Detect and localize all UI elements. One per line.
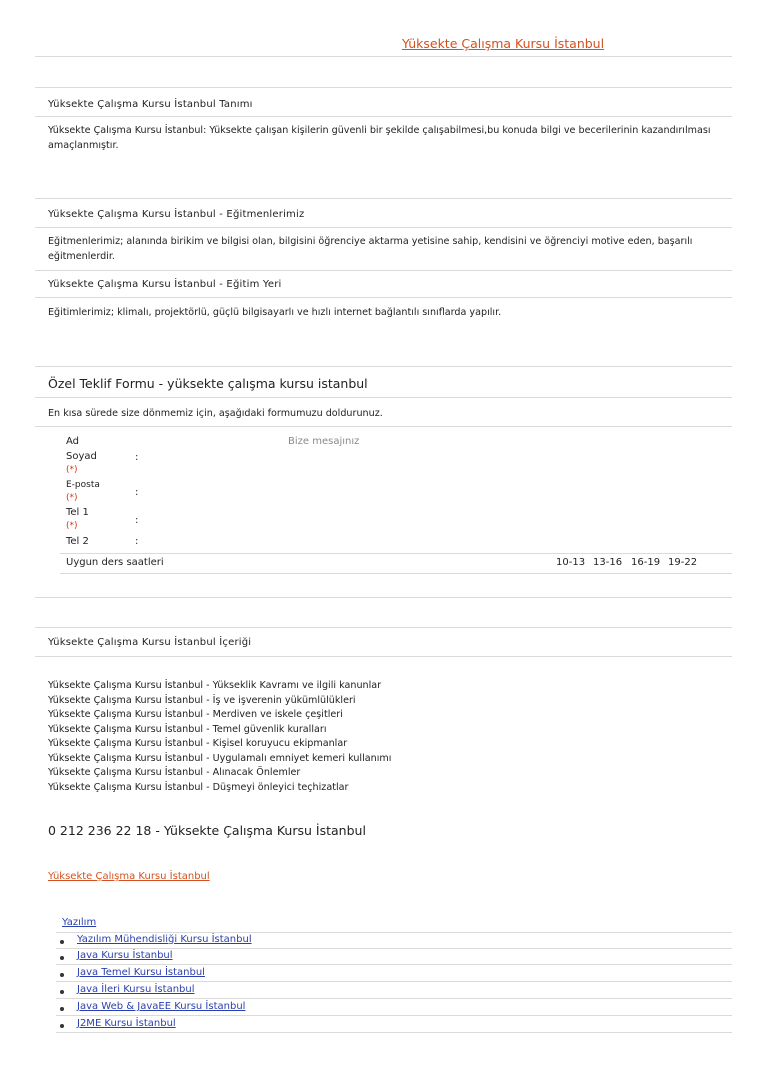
required-mark: (*) <box>66 493 78 503</box>
hours-option[interactable]: 13-16 <box>593 557 623 568</box>
link-item[interactable]: Java Temel Kursu İstanbul <box>77 967 205 978</box>
divider <box>56 948 732 949</box>
phone-line: 0 212 236 22 18 - Yüksekte Çalışma Kursu İstanbul <box>48 823 366 838</box>
hours-option[interactable]: 16-19 <box>631 557 661 568</box>
field-colon: : <box>135 487 139 498</box>
link-item[interactable]: Yazılım Mühendisliği Kursu İstanbul <box>77 934 252 945</box>
field-label-tel1: Tel 1 <box>66 507 89 518</box>
divider <box>56 981 732 982</box>
required-mark: (*) <box>66 521 78 531</box>
hours-option[interactable]: 10-13 <box>556 557 586 568</box>
divider <box>56 964 732 965</box>
divider <box>35 198 732 199</box>
bullet-icon <box>60 1007 64 1011</box>
divider <box>35 116 732 117</box>
field-label-tel2: Tel 2 <box>66 536 89 547</box>
divider <box>56 1015 732 1016</box>
divider <box>35 656 732 657</box>
divider <box>35 270 732 271</box>
list-item: Yüksekte Çalışma Kursu İstanbul - Yükseklik Kavramı ve ilgili kanunlar <box>48 680 382 691</box>
divider <box>35 56 732 57</box>
field-label-eposta: E-posta <box>66 480 100 490</box>
list-item: Yüksekte Çalışma Kursu İstanbul - Alınacak Önlemler <box>48 767 301 778</box>
divider <box>35 397 732 398</box>
required-mark: (*) <box>66 465 78 475</box>
divider <box>35 597 732 598</box>
list-item: Yüksekte Çalışma Kursu İstanbul - Uygulamalı emniyet kemeri kullanımı <box>48 752 392 764</box>
field-label-ad: Ad <box>66 436 80 447</box>
divider <box>35 297 732 298</box>
section-heading-location: Yüksekte Çalışma Kursu İstanbul - Eğitim Yeri <box>48 279 282 290</box>
form-intro: En kısa sürede size dönmemiz için, aşağıdaki formumuzu doldurunuz. <box>48 408 383 419</box>
content-heading: Yüksekte Çalışma Kursu İstanbul İçeriği <box>48 637 252 648</box>
header-title-link[interactable]: Yüksekte Çalışma Kursu İstanbul <box>402 36 605 51</box>
divider <box>56 932 732 933</box>
list-item: Yüksekte Çalışma Kursu İstanbul - Temel güvenlik kuralları <box>48 723 327 735</box>
field-colon: : <box>135 536 139 547</box>
content-list <box>48 679 391 795</box>
divider <box>35 627 732 628</box>
divider <box>60 573 732 574</box>
divider <box>56 998 732 999</box>
list-item: Yüksekte Çalışma Kursu İstanbul - Merdiven ve iskele çeşitleri <box>48 709 343 720</box>
divider <box>56 1032 732 1033</box>
section-heading-definition: Yüksekte Çalışma Kursu İstanbul Tanımı <box>48 99 253 110</box>
section-text-location: Eğitimlerimiz; klimalı, projektörlü, güçlü bilgisayarlı ve hızlı internet bağlantılı sınıflarda yapılır. <box>48 307 502 318</box>
section-heading-instructors: Yüksekte Çalışma Kursu İstanbul - Eğitmenlerimiz <box>48 209 305 220</box>
list-item: Yüksekte Çalışma Kursu İstanbul - Kişisel koruyucu ekipmanlar <box>48 738 348 749</box>
field-label-soyad: Soyad <box>66 451 97 462</box>
divider <box>60 553 732 554</box>
link-item[interactable]: Java İleri Kursu İstanbul <box>77 984 195 995</box>
link-item[interactable]: J2ME Kursu İstanbul <box>77 1018 176 1029</box>
list-item: Yüksekte Çalışma Kursu İstanbul - İş ve işverenin yükümlülükleri <box>48 694 356 706</box>
bullet-icon <box>60 940 64 944</box>
bullet-icon <box>60 956 64 960</box>
bullet-icon <box>60 1024 64 1028</box>
message-textarea[interactable]: Bize mesajınız <box>288 436 360 447</box>
divider <box>35 227 732 228</box>
form-heading: Özel Teklif Formu - yüksekte çalışma kursu istanbul <box>48 376 368 391</box>
link-item[interactable]: Java Kursu İstanbul <box>77 950 173 961</box>
list-item: Yüksekte Çalışma Kursu İstanbul - Düşmeyi önleyici teçhizatlar <box>48 781 349 793</box>
field-colon: : <box>135 515 139 526</box>
link-item[interactable]: Java Web & JavaEE Kursu İstanbul <box>77 1001 246 1012</box>
hours-option[interactable]: 19-22 <box>668 557 698 568</box>
bullet-icon <box>60 973 64 977</box>
divider <box>35 87 732 88</box>
divider <box>35 366 732 367</box>
field-colon: : <box>135 452 139 463</box>
divider <box>35 426 732 427</box>
bullet-icon <box>60 990 64 994</box>
footer-link[interactable]: Yüksekte Çalışma Kursu İstanbul <box>48 871 210 882</box>
hours-label: Uygun ders saatleri <box>66 557 164 568</box>
section-text-definition: Yüksekte Çalışma Kursu İstanbul: Yüksekte çalışan kişilerin güvenli bir şekilde çalışabilmesi,bu konuda bilgi ve becerilerinin kazandırılması amaçlanmıştır. <box>48 125 711 151</box>
section-text-instructors: Eğitmenlerimiz; alanında birikim ve bilgisi olan, bilgisini öğrenciye aktarma yetisine sahip, kendisini ve öğrenciyi motive eden, başarılı eğitmenlerdir. <box>48 236 693 262</box>
link-category-yazilim[interactable]: Yazılım <box>62 917 97 928</box>
